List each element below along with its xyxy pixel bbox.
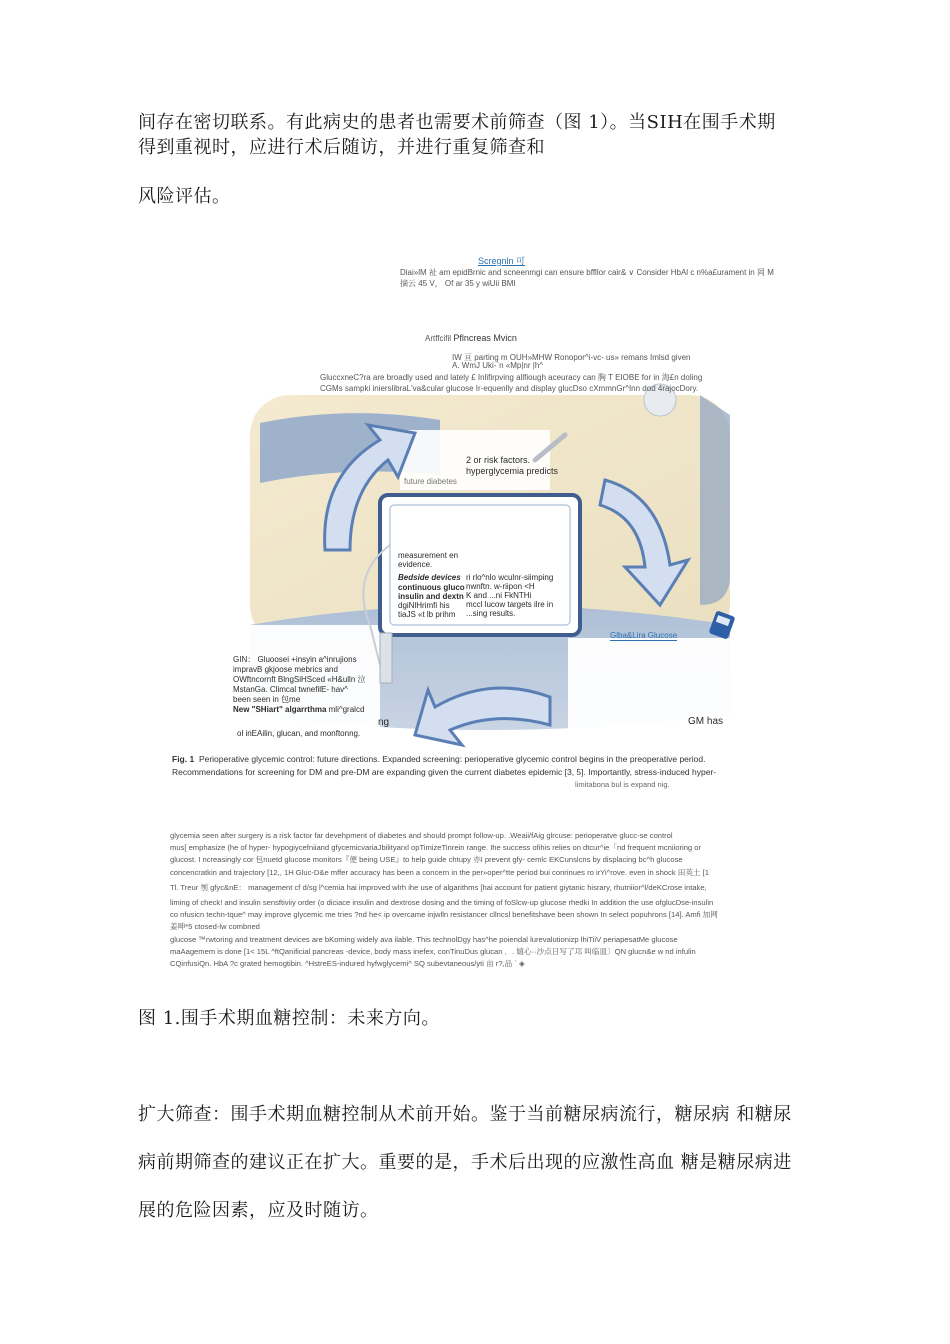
screening-text: 摘云 45 V， Of ar 35 y wiUii BMI: [400, 279, 516, 288]
risk-text: hyperglycemia predicts: [466, 466, 559, 476]
body-text-line: glycemia seen after surgery is a risk factor far devehpment of diabetes and should prompt follow-up. .Weaii/fAig glrcuse: perioperatve glucc-se control: [170, 831, 673, 840]
screening-title: Scregnln 可: [478, 256, 526, 266]
paragraph-line: 病前期筛查的建议正在扩大。重要的是，手术后出现的应激性高血 糖是糖尿病进: [138, 1152, 792, 1173]
paragraph-line: 风险评估。: [138, 186, 231, 207]
gin-line: MstanGa. Climcal twnefilE- hav^: [233, 685, 348, 694]
screening-text: Diai»lM 祉 am epidBrnic and scneenmgi can ensure bffllor cair& ∨ Consider HbAl c n%a£urament in 岡 M: [400, 268, 774, 277]
gin-line: OWftncornft BlngSiHSced «H&ulln 泣: [233, 675, 366, 684]
bedside-line: dgiNlHrimfi his: [398, 601, 450, 610]
glucose-label: Glba&Lira Glucose: [610, 631, 678, 640]
ng-label: ng: [378, 717, 390, 728]
bedside-title: Bedside devices: [398, 573, 461, 582]
tablet-right-line: K and ...ni FkNTHi: [466, 591, 532, 600]
new-algorithms-line: New "SHiart" algarrthma mli^gralcd: [233, 705, 365, 714]
paragraph-line: 间存在密切联系。有此病史的患者也需要术前筛查（图 1）。当SIH在围手术期: [138, 112, 776, 133]
risk-text: 2 or risk factors.: [466, 455, 531, 465]
bedside-line: continuous gluco: [398, 583, 465, 592]
pancreas-heading: Artffcifil Pflncreas Mvicn: [425, 333, 517, 343]
bedside-line: insulin and dextn: [398, 592, 464, 601]
gin-line: impravB gkjoose mebrics and: [233, 665, 338, 674]
body-text-line: concencratkin and trajectory [12,, 1H Gluc-D&e mffer accuracy has been a concern in the per»oper^tte period bui conrinues ro irYi^rove. even in shock 田英土 [1: [170, 867, 709, 877]
gin-line: been seen in 包me: [233, 695, 301, 704]
gm-has-label: GM has: [688, 716, 724, 727]
cgm-text: CGMs sampki inierslibraL'va&cular glucose Ir-equenlly and display glucDso cXmmnGr^Inn dod 4rajocDory.: [320, 384, 699, 393]
bedside-line: tiaJS «t lb prihm: [398, 610, 456, 619]
figure-illustration: [230, 245, 830, 805]
body-text-line: CQinfusiQn. HbA ?c grated hemogtibin. ^HstreES-indured hyfwglycemi^ SQ subevtaneous/yti 亩 r?,品 ` ◈: [170, 959, 525, 969]
body-text-line: co nfusicn techn-tque^ may improve glycemic me tries ?nd he< ip overcame injwlln resistancer cllncsl benefitshave been shown In select popuhrons [14]. Amfi 加网: [170, 910, 718, 920]
figure-title: 图 1.围手术期血糖控制：未来方向。: [138, 1008, 440, 1029]
figure-caption-line: Fig. 1 Perioperative glycemic control: future directions. Expanded screening: perioperative glycemic control begins in the preoperative period.: [172, 754, 706, 764]
body-text-line: glucost. I ncreasingly cor 包nuetd glucose monitors『便 being USE』to help guide chtupy 亦I prevent gfy- cemlc EKCunslcns by displacing bc^h glucose: [170, 855, 683, 865]
paragraph-line: 展的危险因素，应及时随访。: [138, 1200, 379, 1221]
tablet-text: measurement en evidence.: [398, 551, 459, 569]
body-text-line: glucose ™rwtoring and treatment devices are bKoming widely ava ilable. This technolDgy has^he poiendal lurevalutionizp lhiTiiV periapesatMe glucose: [170, 934, 678, 944]
gin-line: GIN： Gluoosei +insyin a^inrujions: [233, 655, 357, 664]
tablet-right-line: ri rlo^nlo wculnr-siimping: [466, 573, 554, 582]
body-text-line: 姜呻*5 ctosed-lw combned: [170, 922, 260, 932]
figure-caption-line: limitabona bul is expand nig.: [575, 780, 670, 789]
gin-bottom-line: ol inEAilin, glucan, and monftonng.: [237, 729, 361, 738]
paragraph-line: 扩大筛查：围手术期血糖控制从术前开始。鉴于当前糖尿病流行，糖尿病 和糖尿: [138, 1104, 792, 1125]
tablet-right-line: mccl lucow targets ilre in: [466, 600, 554, 609]
tablet-right-line: nwnftn. w-riipon <H: [466, 582, 535, 591]
pancreas-text: A. WmJ Uki-`n «Mp|nr |h^: [452, 361, 544, 370]
tablet-right-line: ...sing results.: [466, 609, 516, 618]
body-text-line: mus[ emphasize (he of hyper- hypogiycefniiand gfycemicvariaJbilityarxl opTimizeTinrein range. Ihe success ofihis relies on dtcur^ie「nd frequent mcniioring or: [170, 843, 702, 853]
paragraph-line: 得到重视时，应进行术后随访，并进行重复筛查和: [138, 137, 545, 158]
figure-label: Fig. 1: [172, 754, 195, 764]
body-text-line: liming of check! and insulin sensftiviiy order (o diciace insulin and dextrose dosing and the timing of foSlcw-up glucose rhedki In addition the use ofglucDse-insulin: [170, 898, 714, 908]
glucose-panel: [568, 638, 748, 748]
body-text-line: Tl. Treur 刎 gfyc&nE： management cf d/sg l^cemia hai improved wlrh ihe use of algarithms [hai account for patient giytanic hisrary, rhutriiior^l/deKCrose intake,: [170, 882, 707, 892]
figure-artwork: [230, 245, 830, 805]
future-diabetes-label: future diabetes: [404, 477, 457, 486]
pancreas-text: IW 亘 parting m OUH»MHW Ronopor^i-vc- us» remans Imlsd given: [452, 353, 691, 362]
body-text-block: [170, 830, 810, 970]
body-text-line: maAagemem is done [1< 15L ^ftQanificial pancreas -device, body mass inefex, conTinuDus glucan ．. 嬉心··沙点日写了邛 叫临皿〕QN glucn&e w nd infulin: [170, 946, 696, 956]
figure-caption-line: Recommendations for screening for DM and pre-DM are expanding given the current diabetes epidemic [3, 5]. Importantly, stress-induced hyper-: [172, 767, 717, 777]
cgm-text: GluccxneC?ra are broadly used and lately £ Inlifirpving allfiough aceuracy can 胸 T EIOBE for in 海£n doling: [320, 373, 703, 382]
